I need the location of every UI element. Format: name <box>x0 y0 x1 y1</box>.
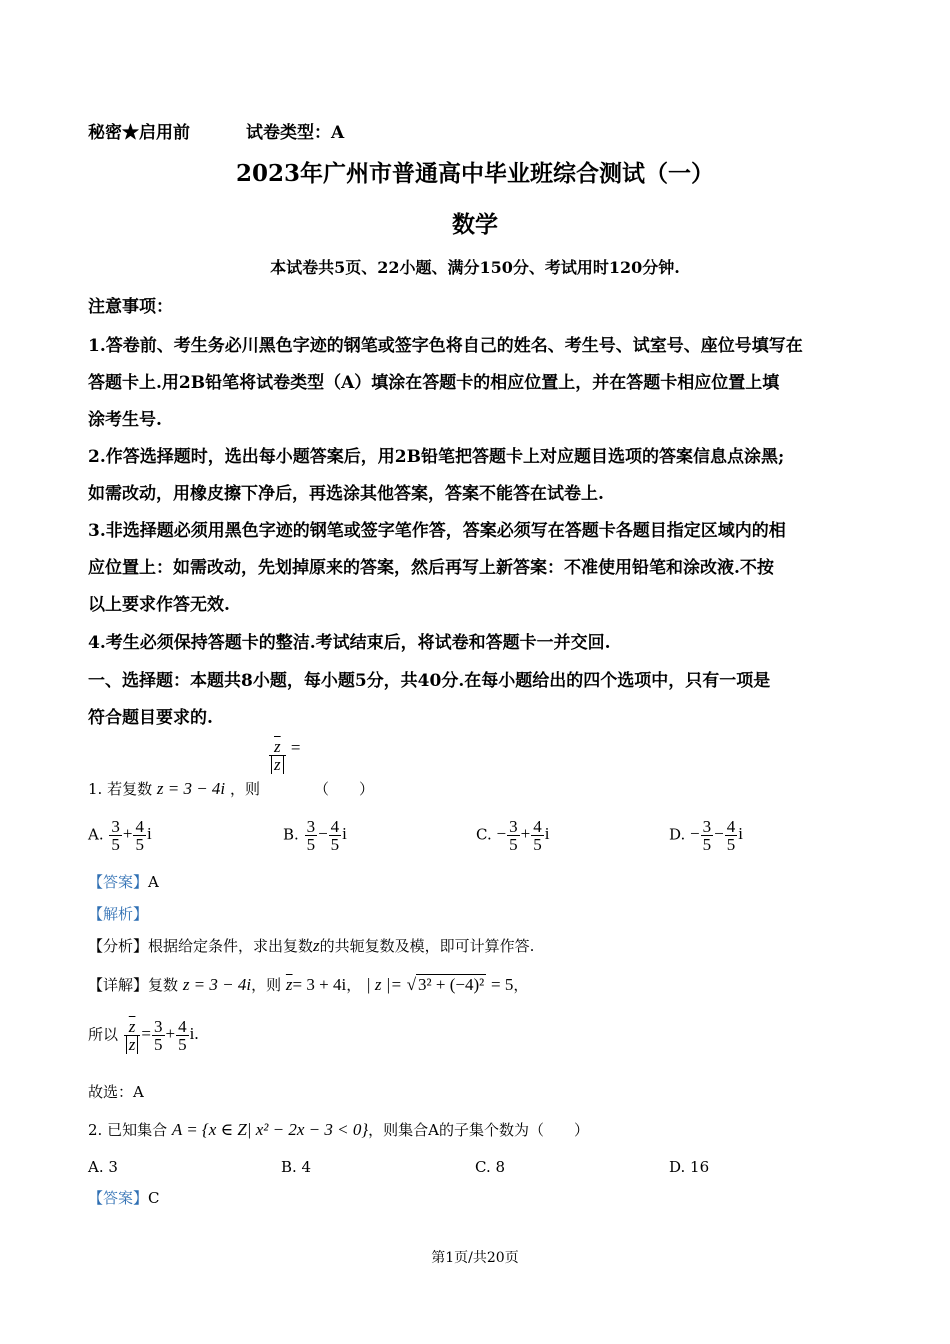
q1-prefix: 1. 若复数 <box>88 780 153 798</box>
q1-answer: 【答案】A <box>88 873 159 891</box>
q1-bracket: （ ） <box>314 780 375 798</box>
q1-then: ，则 <box>229 780 260 798</box>
notice-line: 2.作答选择题时，选出每小题答案后，用2B铅笔把答题卡上对应题目选项的答案信息点涂黑; <box>88 447 785 467</box>
notice-line: 应位置上：如需改动，先划掉原来的答案，然后再写上新答案：不准使用铅笔和涂改液.不按 <box>88 558 774 578</box>
page-footer: 第1页/共20页 <box>431 1250 519 1266</box>
q2-answer: 【答案】C <box>88 1189 160 1207</box>
q1-equals: = <box>290 738 301 757</box>
q1-option-b: B. $\frac{3}{5}$ − $\frac{4}{5}$ i <box>283 817 347 854</box>
notice-line: 4.考生必须保持答题卡的整洁.考试结束后，将试卷和答题卡一并交回. <box>88 633 611 653</box>
q1-abs-z: z <box>271 755 284 774</box>
subject-title: 数学 <box>452 211 498 238</box>
paper-type-label: 试卷类型：A <box>246 123 345 143</box>
exam-info: 本试卷共5页、22小题、满分150分、考试用时120分钟. <box>270 258 680 277</box>
q1-conj-z: $\overline{z}$ <box>274 737 281 756</box>
section-heading: 一、选择题：本题共8小题，每小题5分，共40分.在每小题给出的四个选项中，只有一项是 <box>88 671 771 691</box>
exam-title: 2023年广州市普通高中毕业班综合测试（一） <box>235 160 714 187</box>
q2-option-d: D. 16 <box>669 1158 710 1176</box>
notice-line: 涂考生号. <box>88 410 162 430</box>
notice-title: 注意事项： <box>88 297 173 317</box>
answer-tag: 【答案】 <box>88 1189 149 1207</box>
q1-fraction <box>268 738 300 773</box>
secret-label: 秘密★启用前 <box>88 123 190 143</box>
q1-option-a: A. $\frac{3}{5}$ + $\frac{4}{5}$ i <box>88 817 152 854</box>
q2-option-c: C. 8 <box>475 1158 506 1176</box>
q1-fenxi: 【分析】根据给定条件，求出复数z的共轭复数及模，即可计算作答. <box>88 936 535 955</box>
q1-z-equation: z = 3 − 4i <box>156 779 226 798</box>
q1-stem <box>88 778 260 799</box>
q1-detail: 【详解】复数 z = 3 − 4i，则 $\overline{z}= 3 + 4i$， | z |= √ 3² + (−4)² = 5， <box>88 975 529 994</box>
notice-line: 答题卡上.用2B铅笔将试卷类型（A）填涂在答题卡的相应位置上，并在答题卡相应位置上填 <box>88 373 780 393</box>
notice-line: 以上要求作答无效. <box>88 595 230 615</box>
q2-option-b: B. 4 <box>281 1158 312 1176</box>
q2-stem: 2. 已知集合 A = {x ∈ Z| x² − 2x − 3 < 0}，则集合A的子集个数为（ ） <box>88 1120 589 1139</box>
q1-conclusion: 所以 $\frac{\overline{z}}{z}$ = $\frac{3}{5}$ + $\frac{4}{5}$ i. <box>88 1017 199 1054</box>
q1-choice: 故选：A <box>88 1083 144 1101</box>
section-heading: 符合题目要求的. <box>88 708 213 728</box>
q2-option-a: A. 3 <box>88 1158 118 1176</box>
q1-option-d: D. − $\frac{3}{5}$ − $\frac{4}{5}$ i <box>669 817 743 854</box>
notice-line: 1.答卷前、考生务必川黑色字迹的钢笔或签字色将自己的姓名、考生号、试室号、座位号填写在 <box>88 336 803 356</box>
q1-analysis-tag: 【解析】 <box>88 905 149 923</box>
q1-option-c: C. − $\frac{3}{5}$ + $\frac{4}{5}$ i <box>476 817 550 854</box>
answer-tag: 【答案】 <box>88 873 149 891</box>
notice-line: 如需改动，用橡皮擦下净后，再选涂其他答案，答案不能答在试卷上. <box>88 484 604 504</box>
notice-line: 3.非选择题必须用黑色字迹的钢笔或签字笔作答，答案必须写在答题卡各题目指定区域内的相 <box>88 521 786 541</box>
